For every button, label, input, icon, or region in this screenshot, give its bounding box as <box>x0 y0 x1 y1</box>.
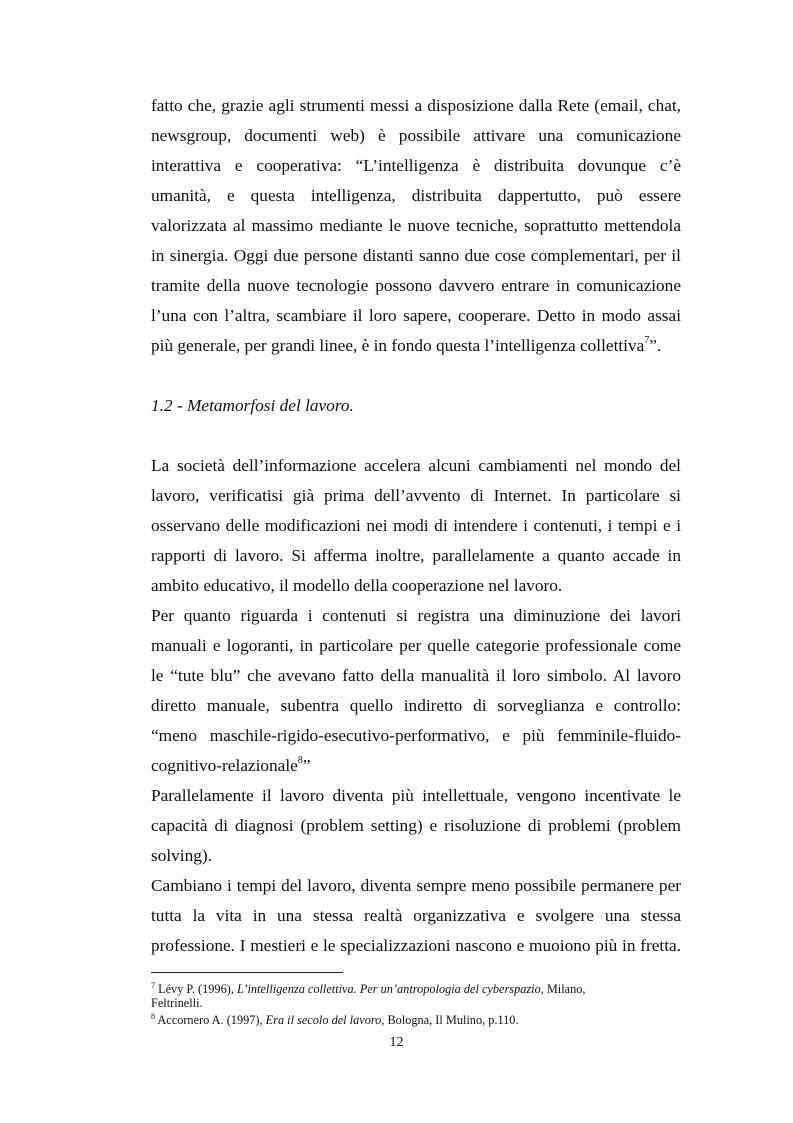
body-line: tramite della nuove tecnologie possono davvero entrare in comunicazione <box>151 276 681 295</box>
footnote-text: Lévy P. (1996), <box>155 982 237 996</box>
body-text: ” <box>302 756 311 775</box>
footnote-text: , Milano, <box>540 982 586 996</box>
body-line: Parallelamente il lavoro diventa più intellettuale, vengono incentivate le <box>151 786 681 805</box>
footnote-text: Accornero A. (1997), <box>155 1013 266 1027</box>
body-line: La società dell’informazione accelera alcuni cambiamenti nel mondo del <box>151 456 681 475</box>
page-number: 12 <box>389 1035 404 1050</box>
footnote-8 <box>151 1013 711 1027</box>
body-line <box>151 336 681 356</box>
footnote-number: 7 <box>151 980 155 990</box>
section-heading: 1.2 - Metamorfosi del lavoro. <box>151 396 354 415</box>
body-line: ambito educativo, il modello della cooperazione nel lavoro. <box>151 576 563 595</box>
footnote-ref-8: 8 <box>297 755 303 767</box>
body-line: umanità, e questa intelligenza, distribuita dappertutto, può essere <box>151 186 681 205</box>
body-line: rapporti di lavoro. Si afferma inoltre, parallelamente a quanto accade in <box>151 546 681 565</box>
body-text: cognitivo-relazionale <box>151 756 298 775</box>
body-line: le “tute blu” che avevano fatto della manualità il loro simbolo. Al lavoro <box>151 666 681 685</box>
body-line: manuali e logoranti, in particolare per quelle categorie professionale come <box>151 636 681 655</box>
footnote-number: 8 <box>151 1011 155 1021</box>
body-line: diretto manuale, subentra quello indiretto di sorveglianza e controllo: <box>151 696 681 715</box>
body-line: Per quanto riguarda i contenuti si registra una diminuzione dei lavori <box>151 606 681 625</box>
body-line: tutta la vita in una stessa realtà organizzativa e svolgere una stessa <box>151 906 681 925</box>
footnote-7-continuation: Feltrinelli. <box>151 996 203 1010</box>
body-line: “meno maschile-rigido-esecutivo-performativo, e più femminile-fluido- <box>151 726 681 745</box>
body-line: capacità di diagnosi (problem setting) e risoluzione di problemi (problem <box>151 816 681 835</box>
footnote-ref-7: 7 <box>644 335 650 347</box>
body-line: valorizzata al massimo mediante le nuove tecniche, soprattutto mettendola <box>151 216 681 235</box>
footnote-7 <box>151 982 711 996</box>
body-line: in sinergia. Oggi due persone distanti sanno due cose complementari, per il <box>151 246 681 265</box>
body-line: fatto che, grazie agli strumenti messi a disposizione dalla Rete (email, chat, <box>151 96 681 115</box>
body-text: più generale, per grandi linee, è in fondo questa l’intelligenza collettiva <box>151 336 645 355</box>
body-text: ”. <box>649 336 662 355</box>
footnote-separator <box>151 972 343 973</box>
body-line: solving). <box>151 846 212 865</box>
body-line: lavoro, verificatisi già prima dell’avvento di Internet. In particolare si <box>151 486 681 505</box>
body-line: osservano delle modificazioni nei modi di intendere i contenuti, i tempi e i <box>151 516 681 535</box>
body-line: newsgroup, documenti web) è possibile attivare una comunicazione <box>151 126 681 145</box>
body-line: l’una con l’altra, scambiare il loro sapere, cooperare. Detto in modo assai <box>151 306 681 325</box>
body-line: interattiva e cooperativa: “L’intelligenza è distribuita dovunque c’è <box>151 156 681 175</box>
footnote-text: , Bologna, Il Mulino, p.110. <box>381 1013 519 1027</box>
footnote-title: Era il secolo del lavoro <box>265 1013 382 1027</box>
body-line: professione. I mestieri e le specializzazioni nascono e muoiono più in fretta. <box>151 936 681 955</box>
body-line: Cambiano i tempi del lavoro, diventa sempre meno possibile permanere per <box>151 876 681 895</box>
body-line <box>151 756 681 776</box>
footnote-title: L’intelligenza collettiva. Per un’antropologia del cyberspazio <box>236 982 541 996</box>
